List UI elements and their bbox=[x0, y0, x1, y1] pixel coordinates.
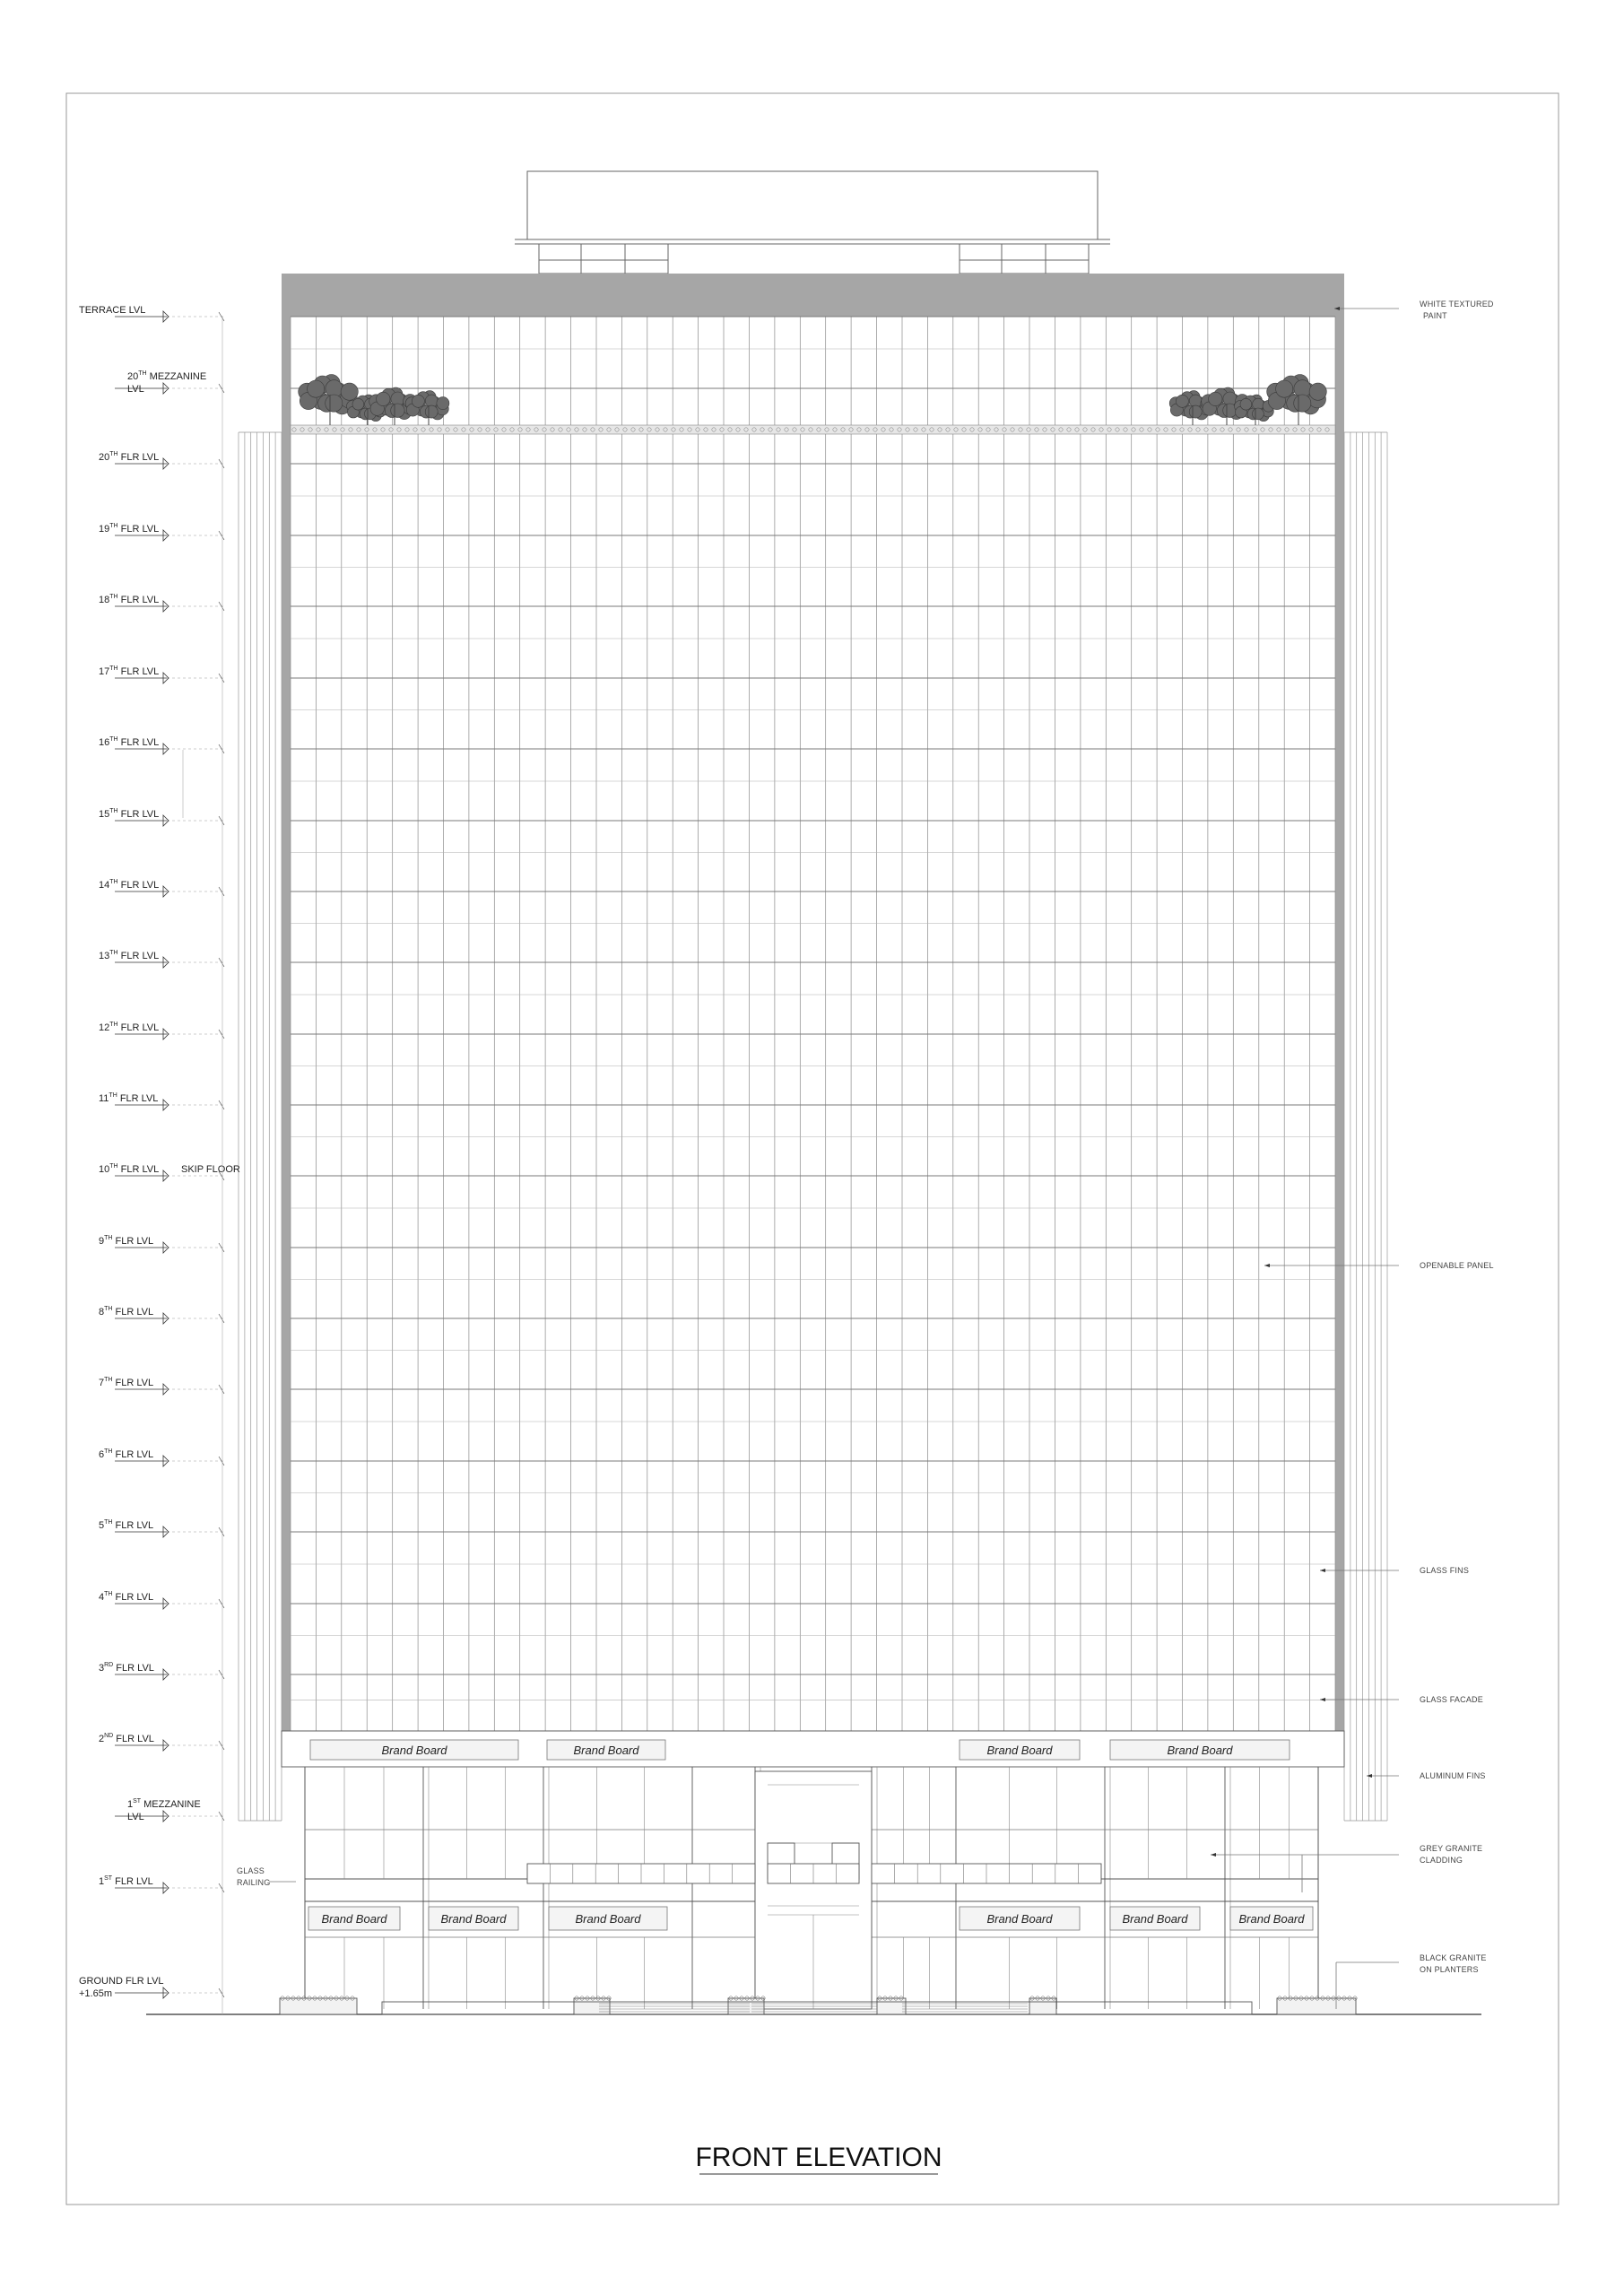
level-tick bbox=[219, 1741, 224, 1750]
level-markers bbox=[79, 305, 240, 2014]
annotation-grey-granite bbox=[1211, 1844, 1482, 1892]
level-suffix: TH bbox=[109, 808, 118, 814]
brand-board-label: Brand Board bbox=[986, 1744, 1053, 1757]
tree-foliage bbox=[326, 395, 343, 412]
tree-foliage bbox=[341, 383, 358, 400]
level-label bbox=[99, 1519, 153, 1531]
level-tick bbox=[219, 1883, 224, 1892]
brand-board bbox=[1110, 1740, 1290, 1760]
tree-foliage bbox=[1294, 395, 1311, 412]
level-number: 20 bbox=[127, 371, 139, 382]
level-marker bbox=[99, 1733, 226, 1751]
podium-panel bbox=[877, 1998, 906, 2014]
level-number: 10 bbox=[99, 1164, 110, 1175]
level-label: GROUND FLR LVL bbox=[79, 1976, 164, 1987]
level-name: FLR LVL bbox=[117, 809, 160, 820]
level-marker bbox=[79, 1976, 226, 1999]
level-number: 17 bbox=[99, 666, 110, 677]
tree-foliage bbox=[1253, 408, 1264, 420]
level-tick bbox=[219, 1314, 224, 1323]
brand-board-label: Brand Board bbox=[575, 1912, 641, 1926]
annotation-white-paint bbox=[1334, 300, 1494, 320]
tree-foliage bbox=[437, 397, 449, 410]
annotation-glass-fins-text: GLASS FINS bbox=[1420, 1566, 1470, 1575]
tree bbox=[1267, 375, 1327, 425]
level-label bbox=[99, 594, 159, 605]
brand-board bbox=[308, 1907, 400, 1930]
brand-board-label: Brand Board bbox=[1167, 1744, 1233, 1757]
level-suffix: TH bbox=[109, 950, 118, 956]
annotation-aluminum-fins bbox=[1367, 1771, 1486, 1780]
annotation-glass-railing bbox=[237, 1866, 296, 1887]
level-tick bbox=[219, 958, 224, 967]
level-suffix: TH bbox=[104, 1519, 113, 1526]
level-marker bbox=[99, 1235, 226, 1253]
level-tick bbox=[219, 384, 224, 393]
level-tick bbox=[219, 1243, 224, 1252]
annotation-grey-granite-line1: GREY GRANITE bbox=[1420, 1844, 1483, 1853]
level-label bbox=[99, 1733, 154, 1744]
level-tick bbox=[219, 744, 224, 753]
level-label bbox=[99, 523, 159, 535]
level-number: 3 bbox=[99, 1663, 105, 1674]
tree-foliage bbox=[412, 395, 424, 407]
annotation-glass-railing-line2: RAILING bbox=[237, 1878, 271, 1887]
level-label bbox=[99, 736, 159, 748]
level-label: TERRACE LVL bbox=[79, 305, 146, 316]
level-label bbox=[99, 451, 159, 463]
level-name: FLR LVL bbox=[112, 1449, 154, 1460]
level-label bbox=[99, 879, 159, 891]
level-marker bbox=[99, 808, 226, 826]
level-tick bbox=[219, 1457, 224, 1465]
level-marker bbox=[99, 1377, 226, 1395]
tree-foliage bbox=[1309, 383, 1326, 400]
level-suffix: TH bbox=[109, 594, 118, 600]
level-suffix: TH bbox=[104, 1377, 113, 1383]
tree-foliage bbox=[391, 404, 404, 417]
annotation-glass-railing-line1: GLASS bbox=[237, 1866, 265, 1875]
level-tick bbox=[219, 1385, 224, 1394]
parapet-band bbox=[282, 274, 1344, 317]
level-name: FLR LVL bbox=[112, 1520, 154, 1531]
level-name: FLR LVL bbox=[117, 1022, 160, 1033]
planter-strip bbox=[291, 425, 1335, 434]
brand-board-label: Brand Board bbox=[321, 1912, 387, 1926]
level-suffix: ND bbox=[104, 1733, 114, 1739]
level-marker bbox=[99, 523, 226, 541]
level-number: 14 bbox=[99, 880, 110, 891]
level-suffix: TH bbox=[138, 370, 147, 377]
level-name: FLR LVL bbox=[112, 1307, 154, 1318]
annotation-black-granite-line1: BLACK GRANITE bbox=[1420, 1953, 1487, 1962]
tree bbox=[299, 375, 359, 425]
level-name: FLR LVL bbox=[117, 737, 160, 748]
level-number: 13 bbox=[99, 951, 110, 961]
level-label bbox=[127, 1798, 201, 1810]
brand-board bbox=[1110, 1907, 1200, 1930]
level-suffix: TH bbox=[109, 451, 118, 457]
brand-board bbox=[549, 1907, 667, 1930]
tree-foliage bbox=[1209, 392, 1222, 405]
level-name: FLR LVL bbox=[117, 951, 160, 961]
level-label bbox=[99, 665, 159, 677]
level-suffix: TH bbox=[109, 1092, 117, 1099]
level-marker bbox=[115, 370, 226, 395]
level-name: FLR LVL bbox=[117, 666, 160, 677]
brand-board bbox=[429, 1907, 518, 1930]
level-marker bbox=[99, 1662, 226, 1680]
level-marker bbox=[99, 1591, 226, 1609]
tree-foliage bbox=[1176, 395, 1188, 407]
level-suffix: TH bbox=[109, 879, 118, 885]
level-suffix: TH bbox=[109, 665, 118, 672]
level-name: FLR LVL bbox=[117, 880, 160, 891]
level-label-line2: LVL bbox=[127, 1812, 144, 1822]
left-frame-column bbox=[282, 317, 291, 1731]
level-label bbox=[99, 950, 159, 961]
annotation-black-granite-line2: ON PLANTERS bbox=[1420, 1965, 1479, 1974]
level-number: 11 bbox=[99, 1093, 109, 1104]
annotation-white-paint-line1: WHITE TEXTURED bbox=[1420, 300, 1494, 309]
tree-foliage bbox=[308, 380, 325, 397]
tree-foliage bbox=[1276, 380, 1293, 397]
level-tick bbox=[219, 459, 224, 468]
level-number: 8 bbox=[99, 1307, 105, 1318]
brand-board-label: Brand Board bbox=[440, 1912, 507, 1926]
level-number: 18 bbox=[99, 595, 110, 605]
level-number: 7 bbox=[99, 1378, 105, 1388]
rooftop-structure bbox=[515, 171, 1110, 274]
level-tick bbox=[219, 887, 224, 896]
level-suffix: ST bbox=[133, 1798, 142, 1805]
annotation-black-granite bbox=[1336, 1953, 1487, 2009]
level-suffix: TH bbox=[104, 1448, 113, 1455]
level-suffix: TH bbox=[104, 1235, 113, 1241]
annotation-white-paint-line2: PAINT bbox=[1423, 311, 1447, 320]
level-label bbox=[99, 1092, 158, 1104]
level-suffix: RD bbox=[104, 1662, 114, 1668]
level-marker bbox=[99, 736, 226, 754]
level-suffix: TH bbox=[109, 1163, 118, 1170]
level-marker bbox=[99, 1875, 226, 1893]
brand-board-label: Brand Board bbox=[986, 1912, 1053, 1926]
level-marker bbox=[99, 1092, 226, 1110]
level-name: FLR LVL bbox=[117, 595, 160, 605]
level-marker bbox=[99, 451, 226, 469]
level-name: FLR LVL bbox=[112, 1592, 154, 1603]
brand-board bbox=[960, 1907, 1080, 1930]
tree-foliage bbox=[1240, 398, 1252, 410]
level-number: 9 bbox=[99, 1236, 105, 1247]
level-number: 2 bbox=[99, 1734, 105, 1744]
level-marker bbox=[99, 1306, 226, 1324]
tree-foliage bbox=[1189, 405, 1202, 418]
level-tick bbox=[219, 816, 224, 825]
level-tick bbox=[219, 1100, 224, 1109]
level-number: 12 bbox=[99, 1022, 110, 1033]
level-tick bbox=[219, 602, 224, 611]
tree-foliage bbox=[377, 392, 390, 405]
glass-facade-grid bbox=[291, 317, 1335, 1731]
level-label bbox=[99, 808, 159, 820]
level-name: FLR LVL bbox=[112, 1236, 154, 1247]
level-suffix: TH bbox=[109, 736, 118, 743]
level-label-line2: LVL bbox=[127, 384, 144, 395]
level-label bbox=[99, 1022, 159, 1033]
level-label bbox=[99, 1662, 154, 1674]
level-label bbox=[99, 1306, 153, 1318]
level-name: FLR LVL bbox=[117, 524, 160, 535]
brand-board bbox=[310, 1740, 518, 1760]
rooftop-trees bbox=[299, 375, 1327, 425]
podium-panel bbox=[1029, 1998, 1056, 2014]
level-suffix: TH bbox=[109, 523, 118, 529]
level-label bbox=[99, 1163, 159, 1175]
level-number: 4 bbox=[99, 1592, 105, 1603]
level-suffix: TH bbox=[104, 1306, 113, 1312]
level-name: FLR LVL bbox=[112, 1876, 153, 1887]
level-suffix: TH bbox=[104, 1591, 113, 1597]
level-marker bbox=[99, 1448, 226, 1466]
level-tick bbox=[219, 674, 224, 683]
level-marker bbox=[99, 665, 226, 683]
annotation-aluminum-fins-text: ALUMINUM FINS bbox=[1420, 1771, 1486, 1780]
level-name: FLR LVL bbox=[113, 1734, 154, 1744]
brand-board-label: Brand Board bbox=[381, 1744, 447, 1757]
level-name: MEZZANINE bbox=[141, 1799, 201, 1810]
drawing-title: FRONT ELEVATION bbox=[695, 2143, 942, 2172]
level-label bbox=[99, 1875, 153, 1887]
level-label bbox=[99, 1591, 153, 1603]
level-marker bbox=[99, 1519, 226, 1537]
level-marker bbox=[115, 1798, 226, 1822]
level-number: 20 bbox=[99, 452, 110, 463]
level-number: 1 bbox=[127, 1799, 134, 1810]
mezzanine-planter-strip bbox=[291, 425, 1335, 434]
level-name: FLR LVL bbox=[117, 1164, 160, 1175]
level-tick bbox=[219, 312, 224, 321]
aluminum-fins bbox=[239, 432, 1387, 1821]
level-marker bbox=[99, 950, 226, 968]
brand-board-label: Brand Board bbox=[1122, 1912, 1188, 1926]
brand-board bbox=[960, 1740, 1080, 1760]
level-tick bbox=[219, 1030, 224, 1039]
annotation-grey-granite-line2: CLADDING bbox=[1420, 1856, 1463, 1865]
level-marker bbox=[99, 594, 226, 612]
level-marker bbox=[99, 1022, 226, 1039]
level-name: FLR LVL bbox=[113, 1663, 154, 1674]
podium-panel bbox=[280, 1998, 357, 2014]
skip-floor-label: SKIP FLOOR bbox=[181, 1164, 240, 1175]
brand-board bbox=[547, 1740, 665, 1760]
level-label bbox=[99, 1377, 153, 1388]
annotation-glass-facade-text: GLASS FACADE bbox=[1420, 1695, 1483, 1704]
level-tick bbox=[219, 1812, 224, 1821]
level-number: 16 bbox=[99, 737, 110, 748]
podium-base bbox=[146, 1731, 1481, 2014]
level-name: FLR LVL bbox=[117, 452, 160, 463]
level-label bbox=[99, 1235, 153, 1247]
level-number: 15 bbox=[99, 809, 110, 820]
level-name: FLR LVL bbox=[112, 1378, 154, 1388]
level-tick bbox=[219, 531, 224, 540]
level-name: FLR LVL bbox=[117, 1093, 159, 1104]
tree-foliage bbox=[352, 398, 364, 410]
annotation-openable-panel bbox=[1264, 1261, 1494, 1270]
level-tick bbox=[219, 1670, 224, 1679]
level-suffix: TH bbox=[109, 1022, 118, 1028]
level-label bbox=[127, 370, 206, 382]
level-number: 19 bbox=[99, 524, 110, 535]
level-tick bbox=[219, 1988, 224, 1997]
level-suffix: ST bbox=[104, 1875, 113, 1882]
annotation-openable-panel-text: OPENABLE PANEL bbox=[1420, 1261, 1494, 1270]
level-number: 5 bbox=[99, 1520, 105, 1531]
brand-board bbox=[1230, 1907, 1313, 1930]
right-frame-column bbox=[1335, 317, 1344, 1731]
level-marker bbox=[99, 879, 226, 897]
level-tick bbox=[219, 1599, 224, 1608]
podium-panel bbox=[1277, 1998, 1356, 2014]
level-label bbox=[99, 1448, 153, 1460]
level-number: 6 bbox=[99, 1449, 105, 1460]
level-label-line2: +1.65m bbox=[79, 1988, 112, 1999]
brand-board-label: Brand Board bbox=[1238, 1912, 1305, 1926]
brand-board-label: Brand Board bbox=[573, 1744, 639, 1757]
level-marker bbox=[79, 305, 226, 322]
level-number: 1 bbox=[99, 1876, 105, 1887]
level-name: MEZZANINE bbox=[146, 371, 207, 382]
tree-foliage bbox=[425, 405, 438, 418]
level-tick bbox=[219, 1527, 224, 1536]
